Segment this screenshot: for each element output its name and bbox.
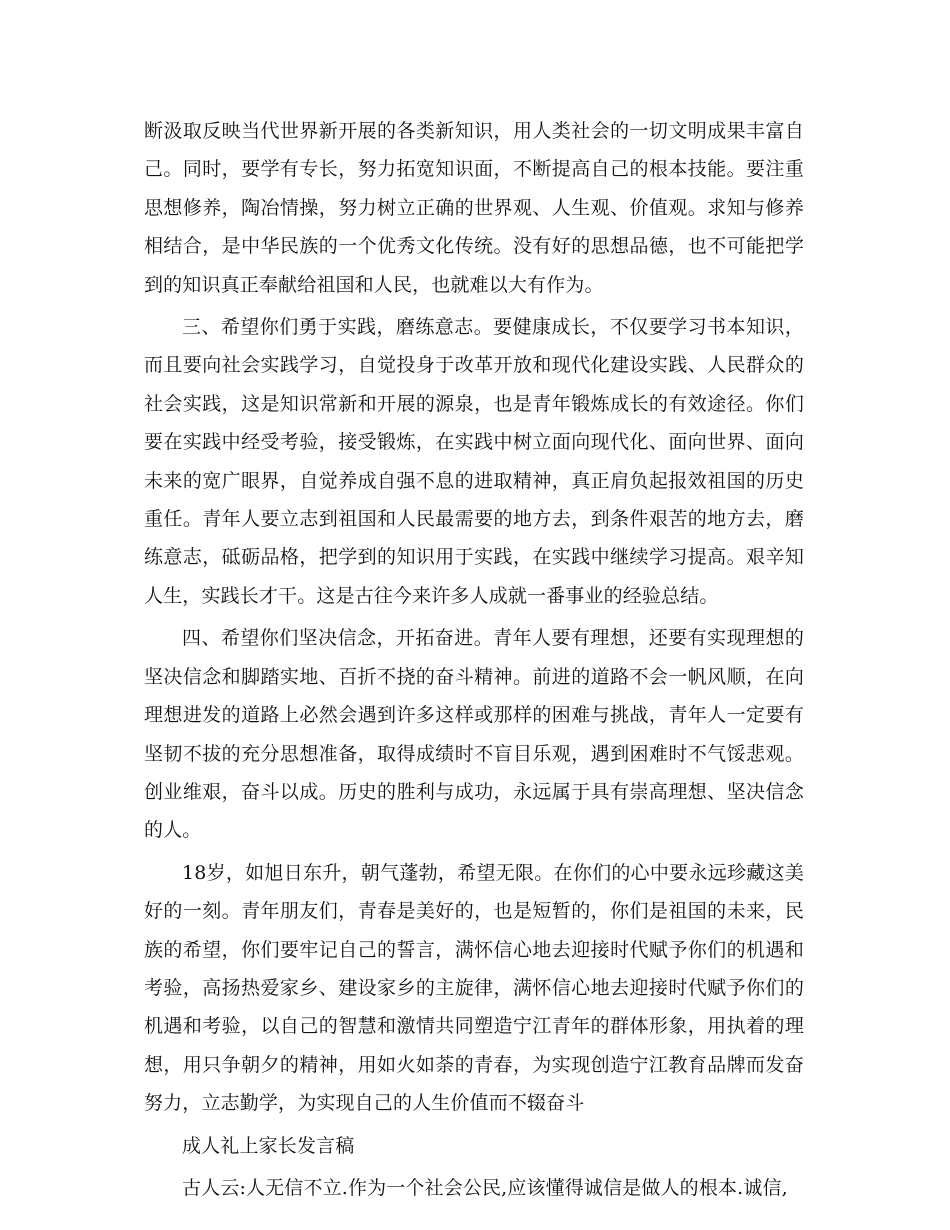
paragraph-practice-will: 三、希望你们勇于实践，磨练意志。要健康成长，不仅要学习书本知识，而且要向社会实践学习，自觉投身于改革开放和现代化建设实践、人民群众的社会实践，这是知识常新和开展的源泉，也是青年锻炼成长的有效途径。你们要在实践中经受考验，接受锻炼，在实践中树立面向现代化、面向世界、面向未来的宽广眼界，自觉养成自强不息的进取精神，真正肩负起报效祖国的历史重任。青年人要立志到祖国和人民最需要的地方去，到条件艰苦的地方去，磨练意志，砥砺品格，把学到的知识用于实践，在实践中继续学习提高。艰辛知人生，实践长才干。这是古往今来许多人成就一番事业的经验总结。 — [144, 316, 804, 607]
paragraph-belief-progress: 四、希望你们坚决信念，开拓奋进。青年人要有理想，还要有实现理想的坚决信念和脚踏实地、百折不挠的奋斗精神。前进的道路不会一帆风顺，在向理想进发的道路上必然会遇到许多这样或那样的困难与挑战，青年人一定要有坚韧不拔的充分思想准备，取得成绩时不盲目乐观，遇到困难时不气馁悲观。创业维艰，奋斗以成。历史的胜利与成功，永远属于具有崇高理想、坚决信念的人。 — [144, 627, 804, 842]
paragraph-knowledge-cultivation: 断汲取反映当代世界新开展的各类新知识，用人类社会的一切文明成果丰富自己。同时，要学有专长，努力拓宽知识面，不断提高自己的根本技能。要注重思想修养，陶冶情操，努力树立正确的世界观、人生观、价值观。求知与修养相结合，是中华民族的一个优秀文化传统。没有好的思想品德，也不可能把学到的知识真正奉献给祖国和人民，也就难以大有作为。 — [144, 120, 804, 296]
paragraph-eighteen-years: 18岁，如旭日东升，朝气蓬勃，希望无限。在你们的心中要永远珍藏这美好的一刻。青年朋友们，青春是美好的，也是短暂的，你们是祖国的未来，民族的希望，你们要牢记自己的誓言，满怀信心地去迎接时代赋予你们的机遇和考验，高扬热爱家乡、建设家乡的主旋律，满怀信心地去迎接时代赋予你们的机遇和考验，以自己的智慧和激情共同塑造宁江青年的群体形象，用执着的理想，用只争朝夕的精神，用如火如荼的青春，为实现创造宁江教育品牌而发奋努力，立志勤学，为实现自己的人生价值而不辍奋斗 — [144, 861, 804, 1115]
document-body — [144, 112, 804, 1207]
section-title-parent-speech: 成人礼上家长发言稿 — [182, 1134, 355, 1157]
paragraph-integrity: 古人云:人无信不立.作为一个社会公民,应该懂得诚信是做人的根本.诚信, — [182, 1176, 788, 1199]
